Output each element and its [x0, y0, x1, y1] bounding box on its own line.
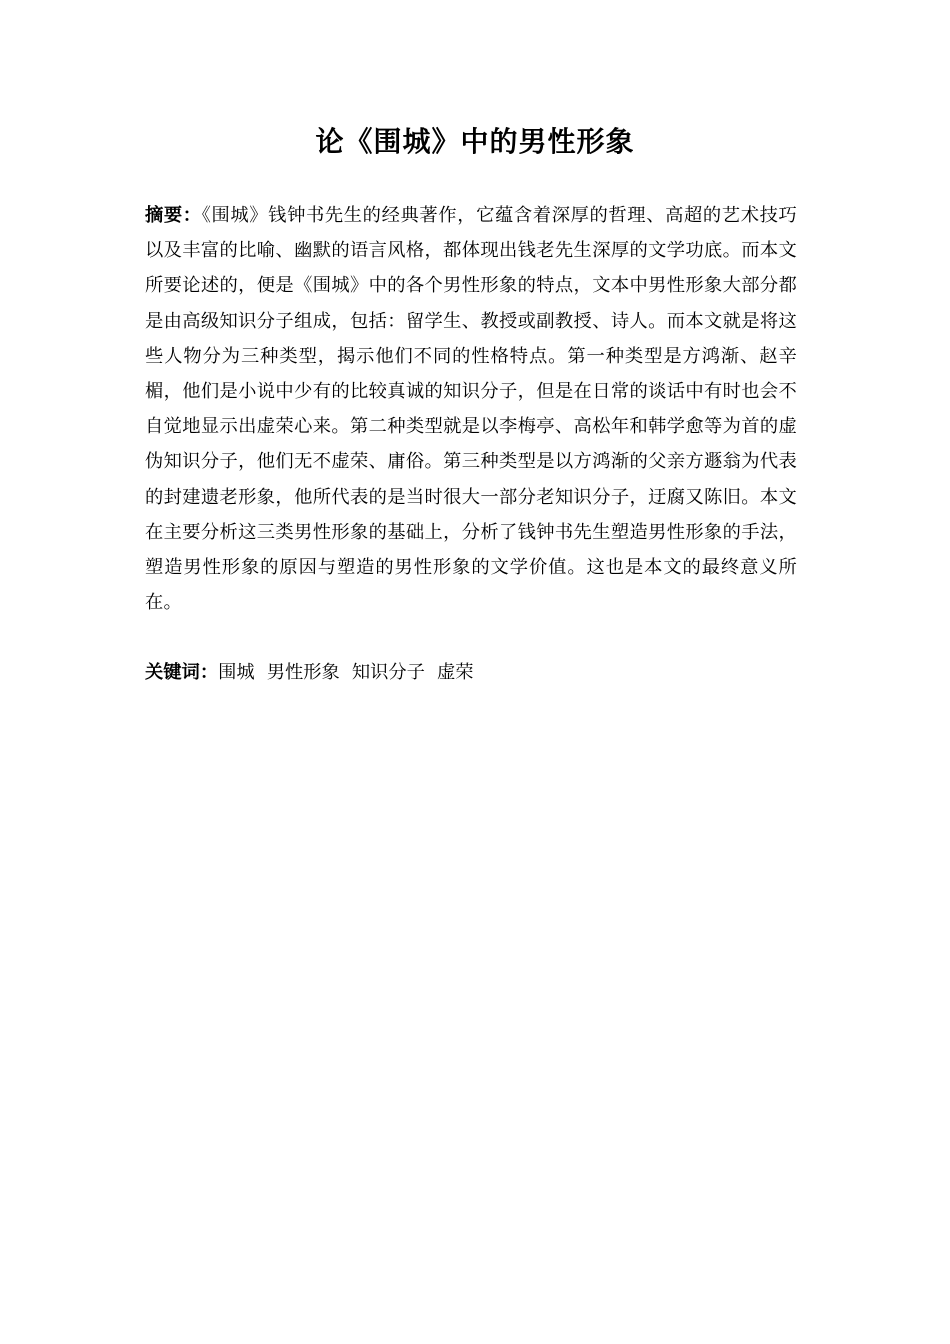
keywords-line — [145, 655, 797, 690]
keyword-item: 男性形象 — [266, 662, 340, 683]
abstract-label: 摘要： — [145, 205, 202, 226]
keyword-item: 围城 — [218, 662, 255, 683]
keywords-label: 关键词： — [145, 662, 219, 683]
abstract-text: 《围城》钱钟书先生的经典著作，它蕴含着深厚的哲理、高超的艺术技巧以及丰富的比喻、幽默的语言风格，都体现出钱老先生深厚的文学功底。而本文所要论述的，便是《围城》中的各个男性形象的特点，文本中男性形象大部分都是由高级知识分子组成，包括：留学生、教授或副教授、诗人。而本文就是将这些人物分为三种类型，揭示他们不同的性格特点。第一种类型是方鸿渐、赵辛楣，他们是小说中少有的比较真诚的知识分子，但是在日常的谈话中有时也会不自觉地显示出虚荣心来。第二种类型就是以李梅亭、高松年和韩学愈等为首的虚伪知识分子，他们无不虚荣、庸俗。第三种类型是以方鸿渐的父亲方遯翁为代表的封建遗老形象，他所代表的是当时很大一部分老知识分子，迂腐又陈旧。本文在主要分析这三类男性形象的基础上，分析了钱钟书先生塑造男性形象的手法，塑造男性形象的原因与塑造的男性形象的文学价值。这也是本文的最终意义所在。 — [145, 205, 797, 614]
keyword-item: 知识分子 — [351, 662, 425, 683]
page-title: 论《围城》中的男性形象 — [315, 125, 635, 158]
keyword-item: 虚荣 — [436, 662, 474, 683]
abstract-paragraph — [145, 198, 797, 620]
